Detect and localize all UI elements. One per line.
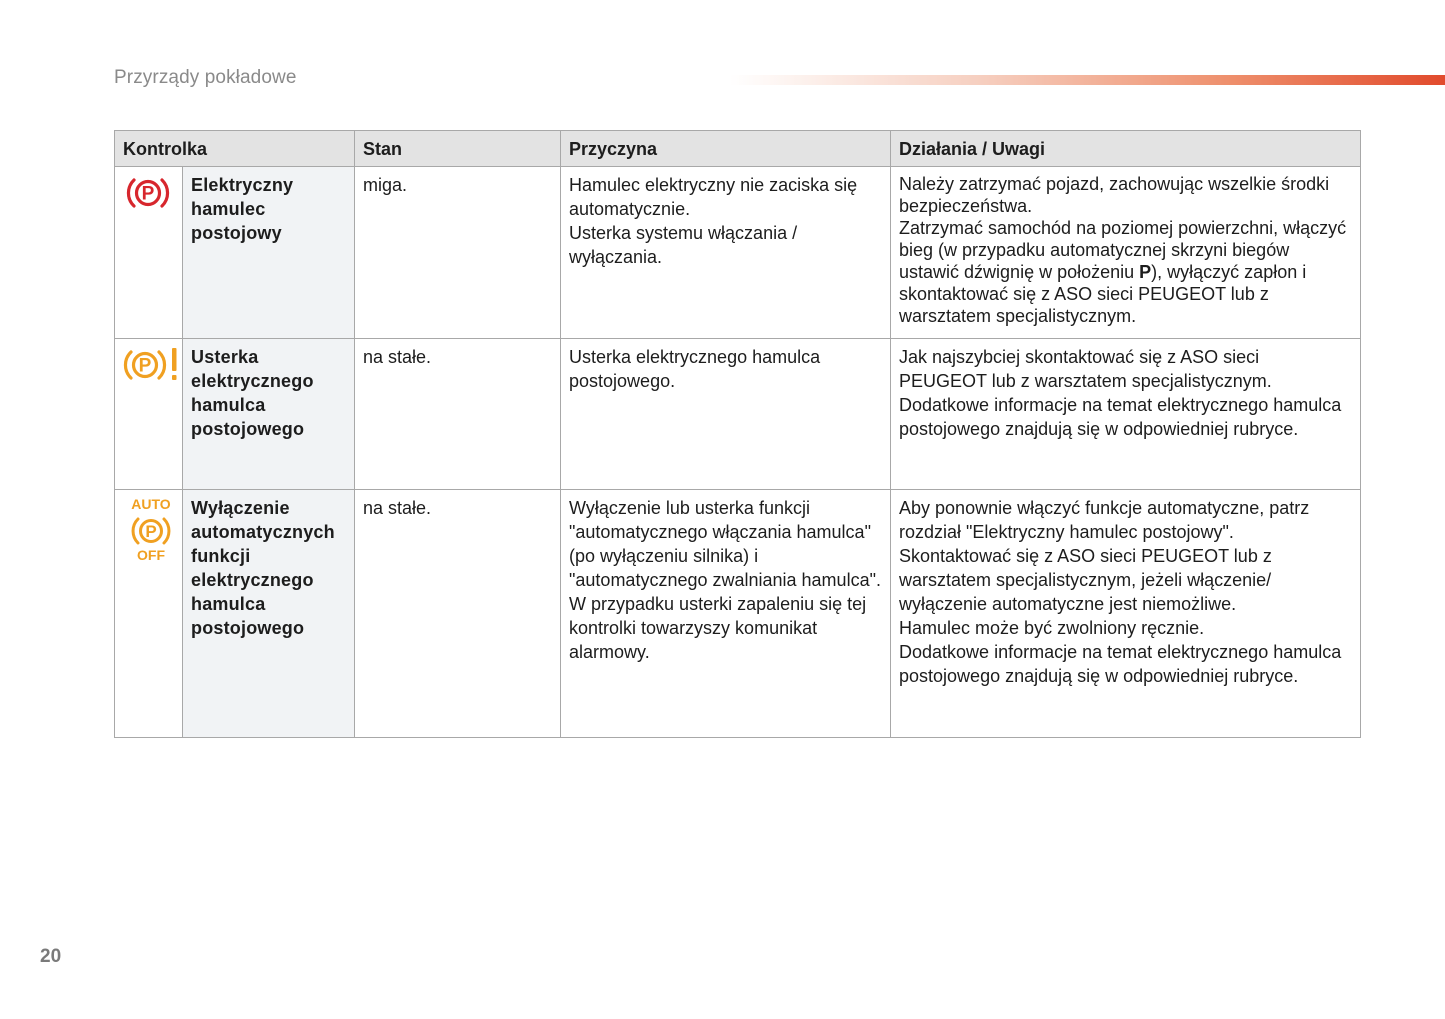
- row-cause: Hamulec elektryczny nie zaciska się automatycznie. Usterka systemu włączania / wyłączania.: [561, 167, 891, 339]
- row-actions: [891, 167, 1361, 339]
- row-actions-bold-p: P: [1139, 262, 1152, 282]
- row-cause: Usterka elektrycznego hamulca postojowego.: [561, 339, 891, 490]
- table-row: [115, 167, 1361, 339]
- row-actions: Aby ponownie włączyć funkcje automatyczne, patrz rozdział "Elektryczny hamulec postojowy". Skontaktować się z ASO sieci PEUGEOT lub z warsztatem specjalistycznym, jeżeli włączenie/ wyłączenie automatyczne jest niemożliwe. Hamulec może być zwolniony ręcznie. Dodatkowe informacje na temat elektrycznego hamulca postojowego znajdują się w odpowiedniej rubryce.: [891, 490, 1361, 738]
- table-row: [115, 339, 1361, 490]
- row-actions-part2: ), wyłączyć zapłon i skontaktować się z ASO sieci PEUGEOT lub z warsztatem specjalistycznym.: [899, 262, 1307, 326]
- row-state: miga.: [355, 167, 561, 339]
- page-header-title: Przyrządy pokładowe: [114, 67, 297, 88]
- row-state: na stałe.: [355, 490, 561, 738]
- header-accent-bar: [730, 75, 1445, 85]
- parking-brake-auto-off-icon: [123, 496, 179, 570]
- row-label: Elektryczny hamulec postojowy: [183, 167, 355, 339]
- icon-cell: [115, 167, 183, 339]
- row-label: Usterka elektrycznego hamulca postojowego: [183, 339, 355, 490]
- column-header-dzialania: Działania / Uwagi: [891, 131, 1361, 167]
- column-header-kontrolka: Kontrolka: [115, 131, 355, 167]
- warning-lights-table: [114, 130, 1361, 738]
- table-header-row: [115, 131, 1361, 167]
- auto-label: AUTO: [131, 496, 171, 512]
- svg-text:P: P: [145, 522, 157, 541]
- svg-text:P: P: [138, 355, 152, 377]
- svg-text:P: P: [141, 183, 155, 205]
- off-label: OFF: [137, 547, 165, 563]
- parking-brake-red-icon: [123, 173, 173, 219]
- column-header-przyczyna: Przyczyna: [561, 131, 891, 167]
- row-label: Wyłączenie automatycznych funkcji elektrycznego hamulca postojowego: [183, 490, 355, 738]
- icon-cell: [115, 339, 183, 490]
- column-header-stan: Stan: [355, 131, 561, 167]
- icon-cell: [115, 490, 183, 738]
- row-cause: Wyłączenie lub usterka funkcji "automatycznego włączania hamulca" (po wyłączeniu silnika) i "automatycznego zwalniania hamulca". W przypadku usterki zapaleniu się tej kontrolki towarzyszy komunikat alarmowy.: [561, 490, 891, 738]
- page-number: 20: [40, 946, 62, 967]
- row-actions: Jak najszybciej skontaktować się z ASO sieci PEUGEOT lub z warsztatem specjalistycznym. Dodatkowe informacje na temat elektrycznego hamulca postojowego znajdują się w odpowiedniej rubryce.: [891, 339, 1361, 490]
- row-actions-part1: Należy zatrzymać pojazd, zachowując wszelkie środki bezpieczeństwa. Zatrzymać samochód na poziomej powierzchni, włączyć bieg (w przypadku automatycznej skrzyni biegów ustawić dźwignię w położeniu: [899, 174, 1347, 282]
- table-row: [115, 490, 1361, 738]
- parking-brake-fault-icon: [123, 345, 185, 391]
- row-state: na stałe.: [355, 339, 561, 490]
